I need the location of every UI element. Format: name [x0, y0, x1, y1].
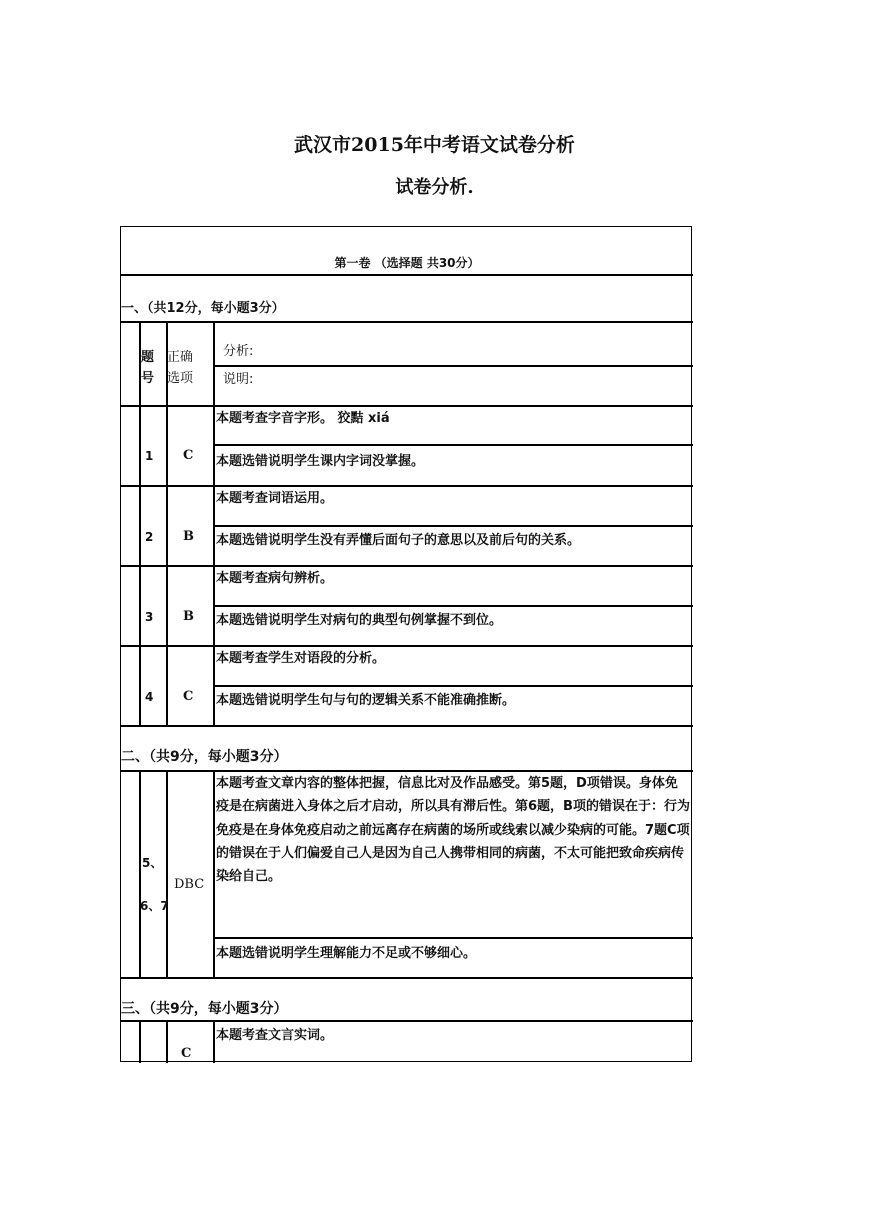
rule-row3	[121, 645, 693, 647]
col-num-header-bottom: 号	[141, 371, 155, 386]
row2-explanation: 本题选错说明学生没有弄懂后面句子的意思以及前后句的关系。	[216, 533, 581, 548]
rule-col-header	[121, 405, 693, 407]
section2-label: 二、（共9分，每小题3分）	[121, 749, 288, 765]
analysis-label: 分析:	[223, 344, 254, 359]
section3-label: 三、（共9分，每小题3分）	[121, 1001, 288, 1017]
rule-row2	[121, 565, 693, 567]
rule-section3-label	[121, 1020, 693, 1022]
rule-row4	[121, 725, 693, 727]
row1-answer: C	[183, 448, 194, 463]
section3-answer: C	[181, 1046, 192, 1061]
section2-num-bottom: 6、7	[140, 899, 169, 913]
row3-analysis: 本题考查病句辨析。	[216, 571, 334, 586]
row1-num: 1	[145, 449, 154, 463]
row3-explanation: 本题选错说明学生对病句的典型句例掌握不到位。	[216, 613, 503, 628]
row4-answer: C	[183, 689, 194, 704]
rule-header	[121, 274, 693, 276]
rule-row2-mid	[213, 525, 693, 527]
rule-section2-mid	[213, 937, 693, 939]
document-subtitle: 试卷分析.	[395, 177, 474, 198]
document-title: 武汉市2015年中考语文试卷分析	[294, 134, 575, 156]
row4-explanation: 本题选错说明学生句与句的逻辑关系不能准确推断。	[216, 693, 516, 708]
col-rule-3c	[213, 1020, 215, 1063]
section2-explanation: 本题选错说明学生理解能力不足或不够细心。	[216, 946, 477, 961]
section2-answer: DBC	[174, 877, 205, 892]
rule-row4-mid	[213, 685, 693, 687]
col-num-header-top: 题	[141, 350, 155, 365]
rule-section2	[121, 977, 693, 979]
col-rule-3a	[213, 321, 215, 725]
col-answer-header-top: 正确	[167, 350, 194, 365]
table-header: 第一卷 （选择题 共30分）	[334, 256, 480, 270]
section3-analysis: 本题考查文言实词。	[216, 1028, 334, 1043]
rule-col-header-mid	[213, 365, 693, 367]
rule-row1-mid	[213, 444, 693, 446]
row1-analysis: 本题考查字音字形。 狡黠 xiá	[216, 411, 390, 426]
row2-answer: B	[183, 529, 194, 544]
row4-num: 4	[145, 690, 154, 704]
col-rule-2c	[166, 1020, 168, 1063]
col-rule-3b	[213, 770, 215, 977]
col-rule-1b	[139, 770, 141, 977]
row1-explanation: 本题选错说明学生课内字词没掌握。	[216, 454, 425, 469]
section2-analysis: 本题考查文章内容的整体把握，信息比对及作品感受。第5题，D项错误。身体免疫是在病菌进入身体之后才启动，所以具有滞后性。第6题，B项的错误在于：行为免疫是在身体免疫启动之前远离存在病菌的场所或线索以减少染病的可能。7题C项的错误在于人们偏爱自己人是因为自己人携带相同的病菌，不太可能把致命疾病传染给自己。	[216, 776, 690, 885]
section2-num-top: 5、	[142, 856, 163, 870]
row4-analysis: 本题考查学生对语段的分析。	[216, 651, 386, 666]
col-rule-2b	[166, 770, 168, 977]
col-answer-header-bottom: 选项	[167, 371, 194, 386]
rule-section1-label	[121, 321, 693, 323]
rule-row3-mid	[213, 605, 693, 607]
col-rule-1c	[139, 1020, 141, 1063]
section1-label: 一、（共12分，每小题3分）	[121, 301, 285, 316]
row3-num: 3	[145, 610, 154, 624]
explanation-label: 说明:	[223, 372, 254, 387]
row2-num: 2	[145, 530, 154, 544]
rule-row1	[121, 485, 693, 487]
row2-analysis: 本题考查词语运用。	[216, 491, 334, 506]
row3-answer: B	[183, 609, 194, 624]
analysis-table	[120, 226, 692, 1062]
